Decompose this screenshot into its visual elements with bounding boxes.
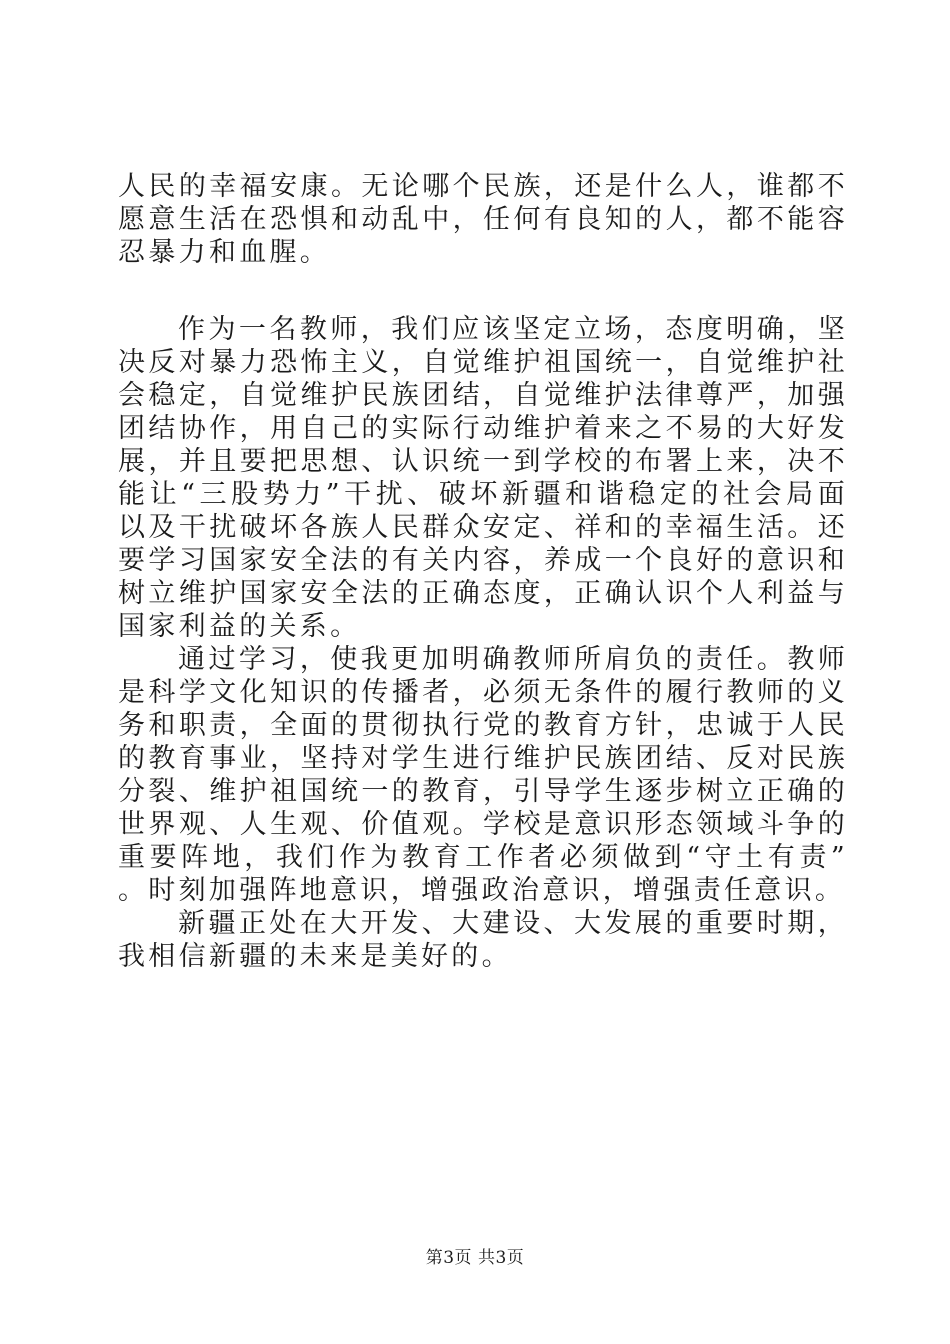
paragraph-continuation: 人民的幸福安康。无论哪个民族，还是什么人，谁都不愿意生活在恐惧和动乱中，任何有良知的人，都不能容忍暴力和血腥。: [118, 171, 848, 268]
page-number-footer: 第3页 共3页: [425, 1248, 525, 1268]
paragraph-teacher-stance: 作为一名教师，我们应该坚定立场，态度明确，坚决反对暴力恐怖主义，自觉维护祖国统一，自觉维护社会稳定，自觉维护民族团结，自觉维护法律尊严，加强团结协作，用自己的实际行动维护着来之不易的大好发展，并且要把思想、认识统一到学校的布署上来，决不能让“三股势力”干扰、破坏新疆和谐稳定的社会局面以及干扰破坏各族人民群众安定、祥和的幸福生活。还要学习国家安全法的有关内容，养成一个良好的意识和树立维护国家安全法的正确态度，正确认识个人利益与国家利益的关系。: [118, 314, 848, 642]
document-body: [118, 170, 848, 973]
paragraph-teacher-responsibility: 通过学习，使我更加明确教师所肩负的责任。教师是科学文化知识的传播者，必须无条件的履行教师的义务和职责，全面的贯彻执行党的教育方针，忠诚于人民的教育事业，坚持对学生进行维护民族团结、反对民族分裂、维护祖国统一的教育，引导学生逐步树立正确的世界观、人生观、价值观。学校是意识形态领域斗争的重要阵地，我们作为教育工作者必须做到“守土有责”。时刻加强阵地意识，增强政治意识，增强责任意识。: [118, 644, 848, 906]
paragraph-xinjiang-future: 新疆正处在大开发、大建设、大发展的重要时期，我相信新疆的未来是美好的。: [118, 908, 848, 972]
